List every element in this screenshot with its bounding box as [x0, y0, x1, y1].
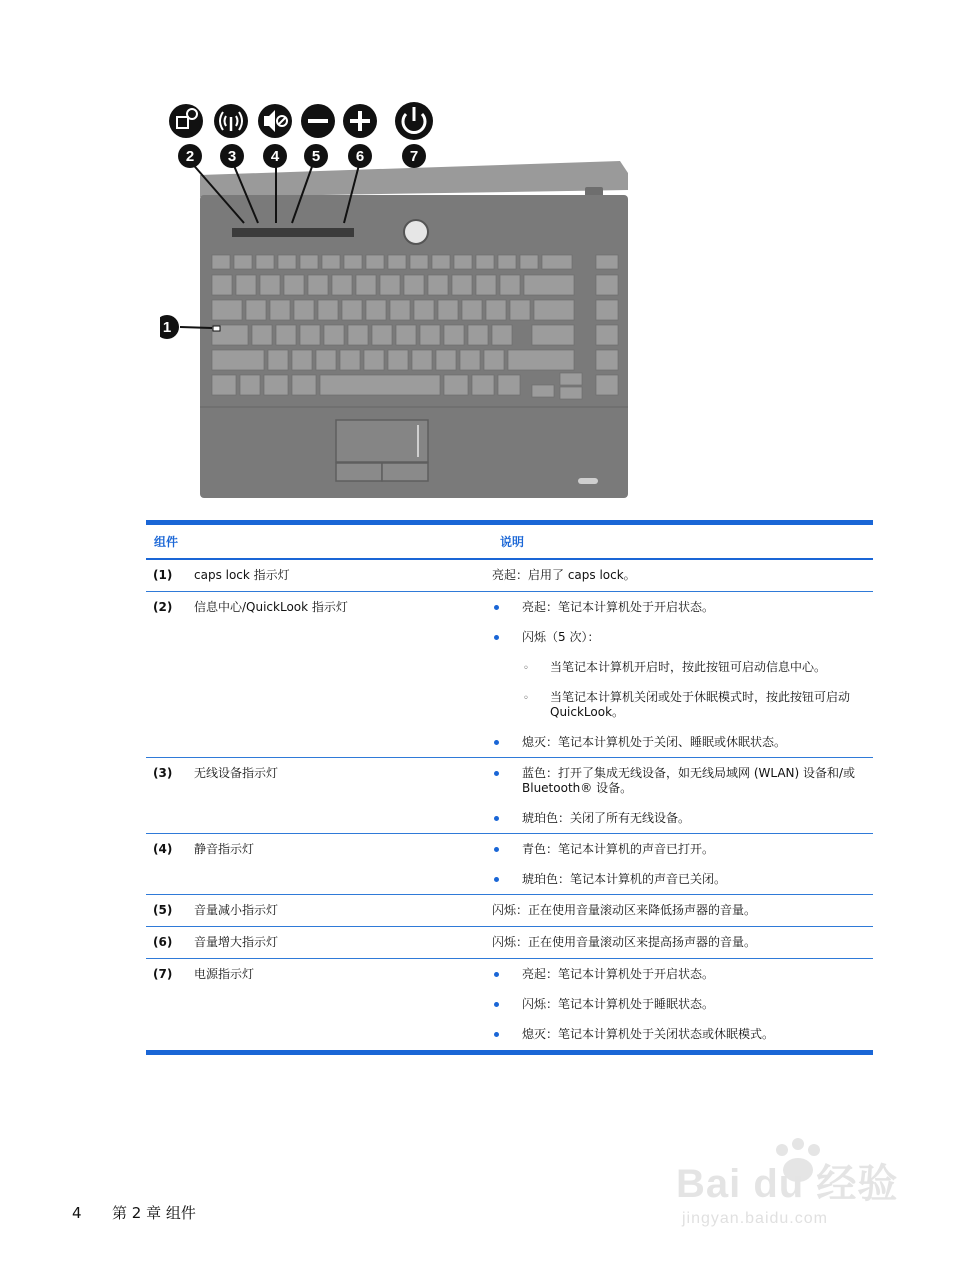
- svg-text:3: 3: [227, 148, 237, 165]
- bullet-text: 蓝色：打开了集成无线设备，如无线局域网 (WLAN) 设备和/或 Bluetooth® 设备。: [522, 766, 856, 795]
- callout-7: [402, 144, 426, 168]
- row-component: caps lock 指示灯: [194, 568, 290, 582]
- row-number: (4): [153, 842, 173, 856]
- touchpad: [336, 420, 428, 462]
- row-number: (1): [153, 568, 173, 582]
- bullet-icon: [493, 969, 503, 979]
- bullet-item: [492, 758, 873, 803]
- bullet-item: [492, 959, 873, 989]
- bullet-text: 青色：笔记本计算机的声音已打开。: [522, 842, 715, 856]
- header-component: 组件: [154, 535, 179, 549]
- row-component: 音量增大指示灯: [194, 935, 279, 949]
- svg-text:2: 2: [185, 148, 195, 165]
- laptop-keyboard-figure: [160, 95, 640, 505]
- caps-lock-indicator: [213, 326, 220, 331]
- row-description: 亮起：启用了 caps lock。: [492, 568, 636, 582]
- bullet-item: [492, 727, 873, 757]
- indicator-strip: [232, 228, 354, 237]
- row-component: 电源指示灯: [194, 967, 255, 981]
- bullet-icon: [493, 813, 503, 823]
- row-component: 无线设备指示灯: [194, 766, 279, 780]
- bullet-item: [492, 989, 873, 1019]
- svg-text:1: 1: [162, 319, 172, 336]
- chapter-title: 第 2 章 组件: [112, 1204, 196, 1222]
- bullet-icon: [493, 737, 503, 747]
- bullet-text: 闪烁：笔记本计算机处于睡眠状态。: [522, 997, 715, 1011]
- sub-bullet-item: [492, 682, 873, 727]
- row-number: (6): [153, 935, 173, 949]
- svg-text:7: 7: [409, 148, 419, 165]
- svg-text:6: 6: [355, 148, 365, 165]
- callout-5: [304, 144, 328, 168]
- bullet-text: 闪烁（5 次）：: [522, 630, 600, 644]
- bullet-icon: [493, 632, 503, 642]
- svg-text:4: 4: [270, 148, 280, 165]
- bullet-icon: [493, 602, 503, 612]
- bullet-icon: [493, 844, 503, 854]
- callout-1: [160, 315, 179, 339]
- component-table: [146, 520, 873, 1055]
- row-number: (7): [153, 967, 173, 981]
- table-row: [146, 895, 873, 926]
- svg-text:5: 5: [311, 148, 321, 165]
- row-component: 信息中心/QuickLook 指示灯: [194, 600, 348, 614]
- ring-bullet-icon: ◦: [523, 663, 529, 674]
- bullet-item: [492, 803, 873, 833]
- bullet-text: 琥珀色：笔记本计算机的声音已关闭。: [522, 872, 727, 886]
- row-component: 静音指示灯: [194, 842, 255, 856]
- mute-icon: [258, 104, 292, 138]
- bullet-item: [492, 592, 873, 622]
- callout-2: [178, 144, 202, 168]
- table-row: [146, 592, 873, 757]
- bullet-icon: [493, 768, 503, 778]
- wireless-icon: [214, 104, 248, 138]
- volume-down-icon: [301, 104, 335, 138]
- table-header: [146, 525, 873, 558]
- bullet-icon: [493, 1029, 503, 1039]
- page-number: 4: [72, 1204, 82, 1222]
- table-row: [146, 927, 873, 958]
- power-button: [404, 220, 428, 244]
- table-row: [146, 758, 873, 833]
- bullet-text: 亮起：笔记本计算机处于开启状态。: [522, 600, 715, 614]
- bullet-text: 熄灭：笔记本计算机处于关闭、睡眠或休眠状态。: [522, 735, 787, 749]
- table-bottom-rule: [146, 1050, 873, 1055]
- table-row: [146, 834, 873, 894]
- bullet-icon: [493, 874, 503, 884]
- bullet-item: [492, 622, 873, 652]
- row-number: (5): [153, 903, 173, 917]
- bullet-item: [492, 834, 873, 864]
- row-description: 闪烁：正在使用音量滚动区来提高扬声器的音量。: [492, 935, 757, 949]
- row-component: 音量减小指示灯: [194, 903, 279, 917]
- bullet-item: [492, 1019, 873, 1044]
- bullet-icon: [493, 999, 503, 1009]
- volume-up-icon: [343, 104, 377, 138]
- ring-bullet-icon: ◦: [523, 693, 529, 704]
- watermark-url: jingyan.baidu.com: [682, 1210, 828, 1227]
- row-number: (3): [153, 766, 173, 780]
- info-center-icon: [169, 104, 203, 138]
- bullet-item: [492, 864, 873, 894]
- header-description: 说明: [500, 535, 525, 549]
- row-description: 闪烁：正在使用音量滚动区来降低扬声器的音量。: [492, 903, 757, 917]
- sub-bullet-item: [492, 652, 873, 682]
- baidu-watermark: [676, 1138, 916, 1248]
- bullet-text: 熄灭：笔记本计算机处于关闭状态或休眠模式。: [522, 1027, 775, 1041]
- bullet-text: 当笔记本计算机开启时，按此按钮可启动信息中心。: [550, 660, 827, 674]
- bullet-text: 亮起：笔记本计算机处于开启状态。: [522, 967, 715, 981]
- power-icon: [395, 102, 433, 140]
- callout-6: [348, 144, 372, 168]
- callout-3: [220, 144, 244, 168]
- watermark-brand: Bai du 经验: [676, 1162, 899, 1206]
- page-footer: [72, 1202, 196, 1223]
- table-row: [146, 959, 873, 1044]
- bullet-text: 当笔记本计算机关闭或处于休眠模式时，按此按钮可启动 QuickLook。: [550, 690, 851, 719]
- row-number: (2): [153, 600, 173, 614]
- callout-4: [263, 144, 287, 168]
- bullet-text: 琥珀色：关闭了所有无线设备。: [522, 811, 691, 825]
- table-row: [146, 560, 873, 591]
